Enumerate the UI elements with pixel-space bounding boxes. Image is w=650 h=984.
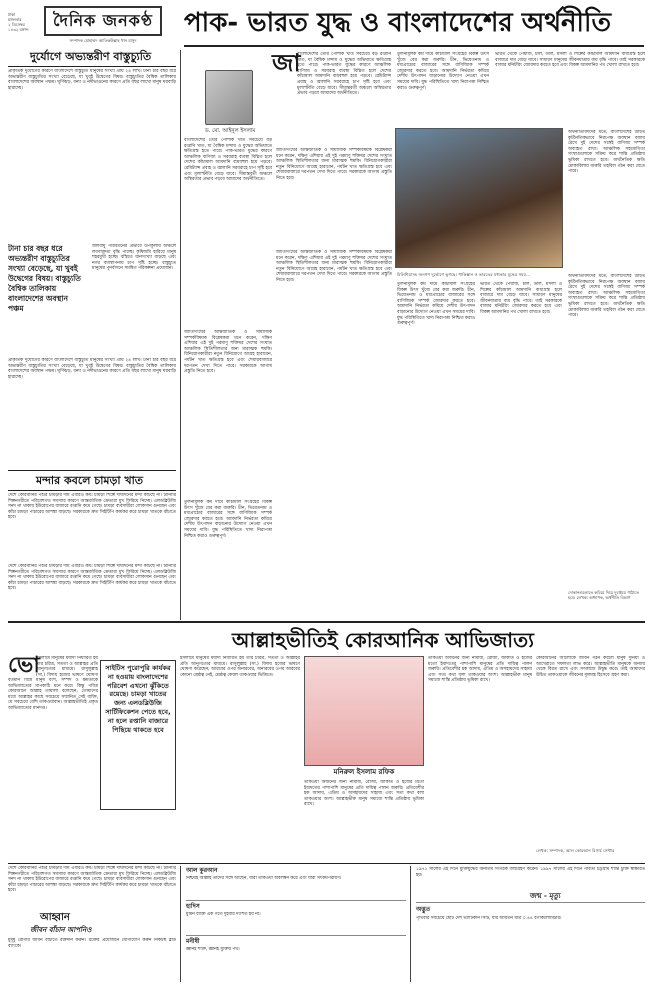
bottom-article-drop-cap: ভো [8, 653, 40, 678]
left-article2-rule [8, 490, 176, 491]
strip-label-quran: আল কুরআন [186, 867, 218, 874]
author-caption: ড. মো. আইনুল ইসলাম [204, 128, 256, 134]
strip-rule2 [186, 935, 406, 936]
strip-label-hadith: হাদিস [186, 903, 200, 910]
left-article1-col2: জলবায়ু পরিবর্তনের প্রভাবে উপকূলীয় অঞ্চলে লবণাক্ততা বৃদ্ধি পাচ্ছে। কৃষিজমি হারিয়ে মানুষ শহরমুখী হচ্ছে। বস্তিতে জনসংখ্যা বাড়ছে এবং নগর ব্যবস্থাপনায় চাপ সৃষ্টি হচ্ছে। বাস্তুচ্যুত মানুষের পুনর্বাসনে সমন্বিত পরিকল্পনা প্রয়োজন। [92, 244, 176, 272]
strip-right-rule [416, 902, 645, 903]
newspaper-logo: দৈনিক জনকণ্ঠ [44, 6, 162, 36]
bottom-article-col1-top: ইসলামে মানুষের মর্যাদা নির্ধারিত হয় তার চরিত্র, সততা ও আল্লাহর প্রতি আনুগত্যের মাধ্যমে। রাসুলুল্লাহ (সা.) বিদায় হজের ভাষণে ঘোষণা [36, 656, 98, 678]
bottom-headline: আল্লাহভীতিই কোরআনিক আভিজাত্য [232, 628, 534, 652]
top-article-col7: তুলনামূলক কম দামে কাঁচামাল সংগ্রহের বিকল্প উৎস খুঁজে বের করা জরুরি। চীন, ভিয়েতনাম ও মধ্যপ্রাচ্যের বাজারের সঙ্গে বাণিজ্যিক সম্পর্ক জোরদার করতে হবে। আমদানি নির্ভরতা কমিয়ে দেশীয় উৎপাদন বাড়ানোর উদ্যোগ নেওয়া এখন সময়ের দাবি। যুদ্ধ পরিস্থিতিতে খাদ্য নিরাপত্তা নিশ্চিত করাও গুরুত্বপূর্ণ। [397, 282, 475, 327]
appeal-sub: জীবন বাঁচান আপনিও [30, 926, 92, 934]
left-article2-headline: মন্দার কবলে চামড়া খাত [36, 474, 144, 487]
top-article-col1-cont2: তুলনামূলক কম দামে কাঁচামাল সংগ্রহের বিকল্প উৎস খুঁজে বের করা জরুরি। চীন, ভিয়েতনাম ও মধ্যপ্রাচ্যের বাজারের সঙ্গে বাণিজ্যিক সম্পর্ক জোরদার করতে হবে। আমদানি নির্ভরতা কমিয়ে দেশীয় উৎপাদন বাড়ানোর উদ্যোগ নেওয়া এখন সময়ের দাবি। যুদ্ধ পরিস্থিতিতে খাদ্য নিরাপত্তা নিশ্চিত করাও গুরুত্বপূর্ণ। [184, 500, 272, 539]
illustration-caption: মিলিশিয়াসহ জনগণ দুর্ভোগে ভুগছে। পাকিস্তান ও ভারতের মধ্যকার যুদ্ধের সময়... [397, 272, 531, 277]
left-article1-col1: প্রাকৃতিক দুর্যোগের কারণে বাংলাদেশে বাস্তুচ্যুত মানুষের সংখ্যা প্রায় ২৪ লাখ। টানা চার বছর ধরে অভ্যন্তরীণ বাস্তুচ্যুতির সংখ্যা বেড়েছে, যা খুবই উদ্বেগের বিষয়। বাস্তুচ্যুতির বৈশ্বিক তালিকায় বাংলাদেশের অবস্থান পঞ্চম। ঘূর্ণিঝড়, বন্যা ও নদীভাঙনের কারণে প্রতি বছর লাখো মানুষ ঘরবাড়ি হারাচ্ছে। [8, 69, 176, 91]
strip-text-quran: নিশ্চয়ই আল্লাহ তাদের সঙ্গে আছেন, যারা তাকওয়া অবলম্বন করে এবং যারা সৎকর্মপরায়ণ। [186, 876, 342, 881]
bottom-article-col5: কোরআনের আলোকে জীবন গঠন করলে মানুষ দুনিয়া ও আখেরাতে সফলতা লাভ করে। আল্লাহভীতি মানুষকে অন্যায় থেকে বিরত রাখে এবং সৎকাজে উদ্বুদ্ধ করে। তাই আমাদের উচিত তাকওয়াকে জীবনের মূলমন্ত্র হিসেবে গ্রহণ করা। [536, 656, 645, 678]
lower-divider [8, 863, 645, 864]
masthead-meta: ঢাকা মঙ্গলবার ২ ডিসেম্বর ১৪৩২ বঙ্গাব্দ [8, 12, 29, 32]
strip-label-birth-death: জন্ম - মৃত্যু [530, 892, 561, 900]
top-article-col4: ভারত থেকে পেঁয়াজ, চাল, ডাল, মসলা ও শিল্পের কাঁচামাল আমদানি বাধাগ্রস্ত হলে বাজারে দাম বেড়ে যাবে। সাধারণ মানুষের জীবনযাত্রার ব্যয় বৃদ্ধি পাবে। তাই সরকারকে বাজার মনিটরিং জোরদার করতে হবে এবং বিকল্প আমদানির পথ খোলা রাখতে হবে। [495, 52, 645, 69]
column-divider-left [180, 50, 181, 620]
top-article-drop-cap: জা [272, 49, 301, 77]
top-headline-rule [184, 45, 644, 47]
top-article-col1-cont: জাতিসংঘের আন্তর্জাতিক ও সামাজিক সম্পর্কবিষয়ক বিশ্লেষকরা মনে করেন, দক্ষিণ এশিয়ার এই দুই পরমাণু শক্তিধর দেশের সংঘাত আঞ্চলিক স্থিতিশীলতার জন্য মারাত্মক হুমকি। বিনিয়োগকারীরা নতুন বিনিয়োগে আগ্রহ হারাবেন, পর্যটন খাত ক্ষতিগ্রস্ত হবে এবং শেয়ারবাজারে দরপতন দেখা দিতে পারে। সরকারকে আগাম প্রস্তুতি নিতে হবে। [184, 330, 272, 375]
bottom-article-author: মনিরুল ইসলাম রফিক [333, 768, 395, 776]
bottom-article-col4: তাকওয়া অর্জনের জন্য নামাজ, রোজা, জাকাত ও হজের মতো ইবাদতের পাশাপাশি মানুষের প্রতি দায়িত্ব পালন জরুরি। প্রতিবেশীর হক আদায়, এতিম ও অসহায়দের সাহায্য এবং সত্য কথা বলা তাকওয়ার অংশ। আল্লাহভীরু মানুষ সমাজে শান্তি প্রতিষ্ঠায় ভূমিকা রাখে। [428, 656, 532, 684]
top-article-col1: বাংলাদেশের তৈরি পোশাক খাত সবচেয়ে বড় রপ্তানি খাত, যা বৈশ্বিক মন্দায় ও যুদ্ধের অভিঘাতে ক্ষতিগ্রস্ত হতে পারে। পাক-ভারত যুদ্ধের কারণে আঞ্চলিক বাণিজ্য ও সরবরাহ ব্যবস্থা বিঘ্নিত হলে দেশের কাঁচামাল আমদানি ব্যয়বহুল হয়ে পড়বে। রেমিট্যান্স প্রবাহ ও জ্বালানি সরবরাহে চাপ সৃষ্টি হবে এবং মূল্যস্ফীতি বেড়ে যাবে। সীমান্তবর্তী অঞ্চলে অস্থিরতার প্রভাব পড়বে আমাদের অর্থনীতিতে। [184, 138, 272, 183]
left-article2-body: দেশে কোরবানির পশুর চামড়ার দাম এবারও কম। চামড়া শিল্পে দীর্ঘদিনের মন্দা কাটছে না। ট্যানারি শিল্পনগরীতে পরিবেশগত সমস্যার কারণে আন্তর্জাতিক ক্রেতারা মুখ ফিরিয়ে নিচ্ছে। এলডব্লিউজি সনদ না থাকায় ইউরোপের বাজারে রপ্তানি কমে গেছে। চামড়া ব্যবসায়ীরা লোকসান গুনছেন এবং কাঁচা চামড়া পাচারের আশঙ্কা বাড়ছে। সরকারকে দ্রুত সিইটিপি কার্যকর করে চামড়া খাতকে বাঁচাতে হবে। [8, 493, 176, 521]
strip-label-odd: অদ্ভুত [416, 906, 431, 913]
strip-label-quote: মনীষী [186, 938, 200, 945]
left-article1-rule [8, 66, 176, 67]
left-article1-col3: প্রাকৃতিক দুর্যোগের কারণে বাংলাদেশে বাস্তুচ্যুত মানুষের সংখ্যা প্রায় ২৪ লাখ। টানা চার বছর ধরে অভ্যন্তরীণ বাস্তুচ্যুতির সংখ্যা বেড়েছে, যা খুবই উদ্বেগের বিষয়। বাস্তুচ্যুতির বৈশ্বিক তালিকায় বাংলাদেশের অবস্থান পঞ্চম। ঘূর্ণিঝড়, বন্যা ও নদীভাঙনের কারণে প্রতি বছর লাখো মানুষ ঘরবাড়ি হারাচ্ছে। [8, 358, 176, 380]
left-article1-pull-quote: টানা চার বছর ধরে অভ্যন্তরীণ বাস্তুচ্যুতির সংখ্যা বেড়েছে, যা খুবই উদ্বেগের বিষয়। বাস্তুচ্যুতি বৈশ্বিক তালিকায় বাংলাদেশের অবস্থান পঞ্চম [8, 244, 81, 313]
strip-rule1 [186, 900, 406, 901]
bottom-article-banner [304, 656, 424, 766]
top-article-col3: তুলনামূলক কম দামে কাঁচামাল সংগ্রহের বিকল্প উৎস খুঁজে বের করা জরুরি। চীন, ভিয়েতনাম ও মধ্যপ্রাচ্যের বাজারের সঙ্গে বাণিজ্যিক সম্পর্ক জোরদার করতে হবে। আমদানি নির্ভরতা কমিয়ে দেশীয় উৎপাদন বাড়ানোর উদ্যোগ নেওয়া এখন সময়ের দাবি। যুদ্ধ পরিস্থিতিতে খাদ্য নিরাপত্তা নিশ্চিত করাও গুরুত্বপূর্ণ। [397, 52, 489, 91]
middle-divider [8, 621, 645, 623]
top-article-col6: জাতিসংঘের আন্তর্জাতিক ও সামাজিক সম্পর্কবিষয়ক বিশ্লেষকরা মনে করেন, দক্ষিণ এশিয়ার এই দুই পরমাণু শক্তিধর দেশের সংঘাত আঞ্চলিক স্থিতিশীলতার জন্য মারাত্মক হুমকি। বিনিয়োগকারীরা নতুন বিনিয়োগে আগ্রহ হারাবেন, পর্যটন খাত ক্ষতিগ্রস্ত হবে এবং শেয়ারবাজারে দরপতন দেখা দিতে পারে। সরকারকে আগাম প্রস্তুতি নিতে হবে। [276, 250, 392, 283]
top-article-col2b: জাতিসংঘের আন্তর্জাতিক ও সামাজিক সম্পর্কবিষয়ক বিশ্লেষকরা মনে করেন, দক্ষিণ এশিয়ার এই দুই পরমাণু শক্তিধর দেশের সংঘাত আঞ্চলিক স্থিতিশীলতার জন্য মারাত্মক হুমকি। বিনিয়োগকারীরা নতুন বিনিয়োগে আগ্রহ হারাবেন, পর্যটন খাত ক্ষতিগ্রস্ত হবে এবং শেয়ারবাজারে দরপতন দেখা দিতে পারে। সরকারকে আগাম প্রস্তুতি নিতে হবে। [276, 148, 392, 181]
bottom-article-author-note: লেখক: সম্পাদক, আল কোরআন রিসার্চ সেন্টার [536, 848, 615, 853]
appeal-body: মুমূর্ষু রোগীর জীবন বাঁচাতে রক্তদান করুন। রক্তের প্রয়োজনে যোগাযোগ করুন নিকটস্থ ব্লাড ব্যাংকে। [8, 938, 176, 949]
appeal-head: আহ্বান [40, 912, 70, 923]
top-article-col8: ভারত থেকে পেঁয়াজ, চাল, ডাল, মসলা ও শিল্পের কাঁচামাল আমদানি বাধাগ্রস্ত হলে বাজারে দাম বেড়ে যাবে। সাধারণ মানুষের জীবনযাত্রার ব্যয় বৃদ্ধি পাবে। তাই সরকারকে বাজার মনিটরিং জোরদার করতে হবে এবং বিকল্প আমদানির পথ খোলা রাখতে হবে। [480, 282, 562, 315]
top-article-author-note: দোকানগুলোতে কমিয়ে দিয়ে দুবাইয়ে পাঠাতে হবে। লেখক: অধ্যাপক, অর্থনীতি বিভাগ [568, 590, 639, 600]
masthead-tagline: সম্পাদক মোহাম্মদ আতিকউল্লাহ খান মাসুদ [69, 38, 137, 43]
war-economy-illustration [395, 128, 563, 268]
bottom-article-col3: তাকওয়া অর্জনের জন্য নামাজ, রোজা, জাকাত ও হজের মতো ইবাদতের পাশাপাশি মানুষের প্রতি দায়িত্ব পালন জরুরি। প্রতিবেশীর হক আদায়, এতিম ও অসহায়দের সাহায্য এবং সত্য কথা বলা তাকওয়ার অংশ। আল্লাহভীরু মানুষ সমাজে শান্তি প্রতিষ্ঠায় ভূমিকা রাখে। [304, 780, 424, 808]
left-article2-body-cont: দেশে কোরবানির পশুর চামড়ার দাম এবারও কম। চামড়া শিল্পে দীর্ঘদিনের মন্দা কাটছে না। ট্যানারি শিল্পনগরীতে পরিবেশগত সমস্যার কারণে আন্তর্জাতিক ক্রেতারা মুখ ফিরিয়ে নিচ্ছে। এলডব্লিউজি সনদ না থাকায় ইউরোপের বাজারে রপ্তানি কমে গেছে। চামড়া ব্যবসায়ীরা লোকসান গুনছেন এবং কাঁচা চামড়া পাচারের আশঙ্কা বাড়ছে। সরকারকে দ্রুত সিইটিপি কার্যকর করে চামড়া খাতকে বাঁচাতে হবে। [8, 564, 176, 592]
strip-text-hadith: মুমিন ব্যক্তি এক গর্তে দুইবার দংশিত হয় না। [186, 912, 261, 917]
top-article-col2: বাংলাদেশের তৈরি পোশাক খাত সবচেয়ে বড় রপ্তানি খাত, যা বৈশ্বিক মন্দায় ও যুদ্ধের অভিঘাতে ক্ষতিগ্রস্ত হতে পারে। পাক-ভারত যুদ্ধের কারণে আঞ্চলিক বাণিজ্য ও সরবরাহ ব্যবস্থা বিঘ্নিত হলে দেশের কাঁচামাল আমদানি ব্যয়বহুল হয়ে পড়বে। রেমিট্যান্স প্রবাহ ও জ্বালানি সরবরাহে চাপ সৃষ্টি হবে এবং মূল্যস্ফীতি বেড়ে যাবে। সীমান্তবর্তী অঞ্চলে অস্থিরতার প্রভাব পড়বে আমাদের অর্থনীতিতে। [297, 52, 391, 97]
top-article-col9: অর্থনীতিবিদদের মতে, বাংলাদেশের উচিত কূটনৈতিকভাবে নিরপেক্ষ অবস্থান বজায় রেখে দুই দেশের সঙ্গেই বাণিজ্য সম্পর্ক অব্যাহত রাখা। আঞ্চলিক সহযোগিতা সংস্থাগুলোকে সক্রিয় করে শান্তি প্রতিষ্ঠায় ভূমিকা রাখতে হবে। অর্থনৈতিক ক্ষতি মোকাবিলায় জরুরি তহবিল গঠন করা যেতে পারে। [568, 274, 645, 319]
column-divider-bottom-mid [410, 866, 411, 982]
strip-right-top-text: ১৯৭১ সালের এই দিনে মুক্তিযুদ্ধের অন্যতম সংগঠক জন্মগ্রহণ করেন। ১৯৯৭ সালের এই দিনে পার্বত্য চট্টগ্রাম শান্তি চুক্তি স্বাক্ষরিত হয়। [416, 867, 645, 878]
bottom-article-col2: ইসলামে মানুষের মর্যাদা নির্ধারিত হয় তার চরিত্র, সততা ও আল্লাহর প্রতি আনুগত্যের মাধ্যমে। রাসুলুল্লাহ (সা.) বিদায় হজের ভাষণে ঘোষণা করেছেন, আরবের ওপর অনারবের, অনারবের ওপর আরবের কোনো শ্রেষ্ঠত্ব নেই, শ্রেষ্ঠত্ব কেবল তাকওয়ার ভিত্তিতে। [180, 656, 300, 678]
strip-text-quote: জ্ঞানই শক্তি, জ্ঞানই মুক্তির পথ। [186, 947, 240, 952]
bottom-article-col1: বর্তমান বিশ্বে মানুষ বংশ, সম্পদ ও ক্ষমতাকে আভিজাত্যের মাপকাঠি মনে করে। কিন্তু পবিত্র কোরআনে আল্লাহ তায়ালা বলেছেন, তোমাদের মধ্যে আল্লাহর কাছে সবচেয়ে সম্মানিত সেই ব্যক্তি, যে সবচেয়ে বেশি তাকওয়াবান। আল্লাহভীতিই প্রকৃত আভিজাত্যের মানদণ্ড। [8, 678, 98, 711]
author-photo [205, 70, 253, 125]
bottom-pull-quote: সাইটিস পুরোপুরি কার্যকর না হওয়ায় বাংলাদেশের পরিবেশ এখনো ঝুঁকিতে রয়েছে। চামড়া খাতের জন্য এলডব্লিউজি সার্টিফিকেশন পেতে হবে, না হলে রপ্তানি বাজারে পিছিয়ে থাকতে হবে [105, 664, 171, 734]
appeal-body-top: দেশে কোরবানির পশুর চামড়ার দাম এবারও কম। চামড়া শিল্পে দীর্ঘদিনের মন্দা কাটছে না। ট্যানারি শিল্পনগরীতে পরিবেশগত সমস্যার কারণে আন্তর্জাতিক ক্রেতারা মুখ ফিরিয়ে নিচ্ছে। এলডব্লিউজি সনদ না থাকায় ইউরোপের বাজারে রপ্তানি কমে গেছে। চামড়া ব্যবসায়ীরা লোকসান গুনছেন এবং কাঁচা চামড়া পাচারের আশঙ্কা বাড়ছে। সরকারকে দ্রুত সিইটিপি কার্যকর করে চামড়া খাতকে বাঁচাতে হবে। [8, 866, 176, 894]
top-article-col5: অর্থনীতিবিদদের মতে, বাংলাদেশের উচিত কূটনৈতিকভাবে নিরপেক্ষ অবস্থান বজায় রেখে দুই দেশের সঙ্গেই বাণিজ্য সম্পর্ক অব্যাহত রাখা। আঞ্চলিক সহযোগিতা সংস্থাগুলোকে সক্রিয় করে শান্তি প্রতিষ্ঠায় ভূমিকা রাখতে হবে। অর্থনৈতিক ক্ষতি মোকাবিলায় জরুরি তহবিল গঠন করা যেতে পারে। [568, 130, 645, 175]
top-headline: পাক- ভারত যুদ্ধ ও বাংলাদেশের অর্থনীতি [184, 8, 611, 38]
column-divider-bottom-left [180, 866, 181, 982]
strip-right-text2: পৃথিবীর সবচেয়ে ছোট দেশ ভ্যাটিকান সিটি, যার আয়তন মাত্র ০.৪৪ বর্গকিলোমিটার। [416, 916, 562, 921]
left-article1-headline: দুর্যোগে অভ্যন্তরীণ বাস্তুচ্যুতি [30, 50, 152, 63]
left-article1-bottom-rule [8, 470, 176, 471]
